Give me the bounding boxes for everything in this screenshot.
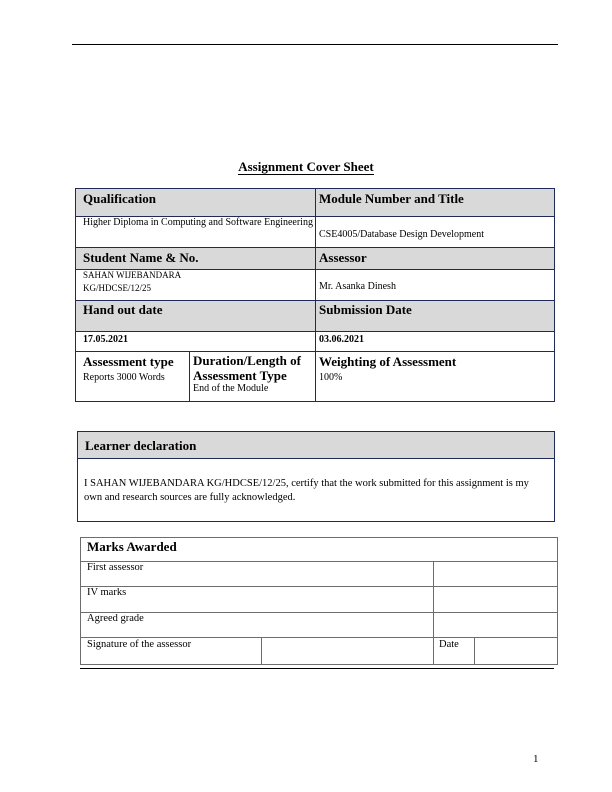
first-assessor-label: First assessor	[87, 562, 144, 573]
submission-label: Submission Date	[316, 300, 554, 331]
assessor-value: Mr. Asanka Dinesh	[319, 281, 396, 292]
qualification-label: Qualification	[76, 189, 315, 216]
footer-rule	[80, 668, 554, 669]
duration-label: Duration/Length of Assessment Type	[193, 353, 301, 383]
signature-label: Signature of the assessor	[87, 639, 192, 650]
learner-declaration	[77, 431, 555, 522]
iv-marks-label: IV marks	[87, 587, 127, 598]
module-label: Module Number and Title	[316, 189, 554, 216]
marks-label: Marks Awarded	[87, 539, 177, 554]
declaration-text: I SAHAN WIJEBANDARA KG/HDCSE/12/25, certify that the work submitted for this assignment is my own and research sources are fully acknowledged.	[84, 478, 529, 503]
assessment-type-label: Assessment type	[83, 354, 174, 369]
assessor-label: Assessor	[316, 248, 554, 269]
weighting-value: 100%	[319, 372, 343, 383]
date-label: Date	[439, 639, 459, 650]
student-name: SAHAN WIJEBANDARA	[83, 270, 182, 280]
agreed-grade-label: Agreed grade	[87, 613, 144, 624]
qualification-value: Higher Diploma in Computing and Software Engineering	[83, 217, 313, 228]
module-value: CSE4005/Database Design Development	[319, 229, 484, 240]
student-label: Student Name & No.	[76, 248, 315, 269]
handout-label: Hand out date	[76, 300, 315, 331]
submission-value: 03.06.2021	[319, 334, 364, 345]
weighting-label: Weighting of Assessment	[319, 354, 457, 369]
header-rule	[72, 44, 558, 45]
page-number: 1	[533, 753, 539, 765]
cover-table	[75, 188, 555, 402]
handout-value: 17.05.2021	[83, 334, 128, 345]
duration-value: End of the Module	[193, 383, 269, 394]
student-number: KG/HDCSE/12/25	[83, 283, 152, 293]
declaration-label: Learner declaration	[78, 432, 554, 458]
assessment-type-value: Reports 3000 Words	[83, 372, 165, 383]
marks-table	[80, 537, 558, 665]
page-title: Assignment Cover Sheet	[238, 159, 374, 174]
